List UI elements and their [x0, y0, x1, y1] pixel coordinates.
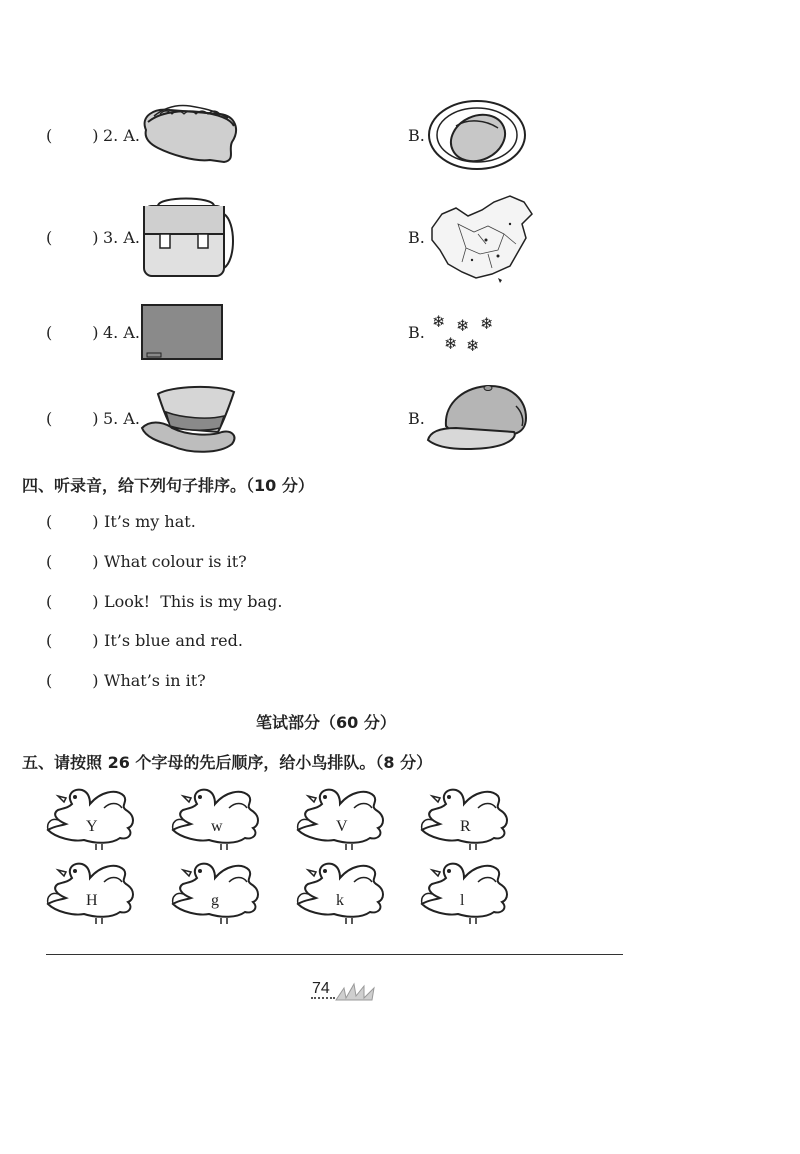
sentence-row[interactable]: ( ): [46, 512, 99, 531]
option-b-3: B.: [408, 228, 425, 247]
sentence-text: It’s blue and red.: [104, 631, 243, 650]
written-part-title: 笔试部分（60 分）: [256, 713, 396, 732]
answer-paren-2[interactable]: ( ): [46, 126, 99, 145]
sentence-text: What’s in it?: [104, 671, 206, 690]
answer-paren-4[interactable]: ( ): [46, 323, 99, 342]
footer-divider: [46, 954, 623, 955]
item-number-3: 3. A.: [103, 228, 140, 247]
blackboard-icon[interactable]: [141, 304, 225, 362]
option-b-2: B.: [408, 126, 425, 145]
bird-card[interactable]: [294, 860, 390, 924]
item-number-5: 5. A.: [103, 409, 140, 428]
bird-card[interactable]: [169, 786, 265, 850]
bird-letter: l: [460, 892, 465, 909]
option-b-4: B.: [408, 323, 425, 342]
sentence-text: What colour is it?: [104, 552, 247, 571]
school-bag-icon[interactable]: [138, 194, 238, 284]
bird-card[interactable]: [418, 860, 514, 924]
sentence-text: It’s my hat.: [104, 512, 196, 531]
page-number: 74: [312, 980, 330, 997]
item-number-2: 2. A.: [103, 126, 140, 145]
page-number-dots: [311, 997, 335, 999]
bird-card[interactable]: [169, 860, 265, 924]
grass-decoration-icon: [334, 982, 378, 1002]
answer-paren-5[interactable]: ( ): [46, 409, 99, 428]
bird-icon: [418, 860, 514, 924]
sentence-row[interactable]: ( ): [46, 671, 99, 690]
answer-paren-3[interactable]: ( ): [46, 228, 99, 247]
sentence-text: Look! This is my bag.: [104, 592, 283, 611]
bird-letter: Y: [86, 818, 98, 835]
bird-card[interactable]: [44, 860, 140, 924]
top-hat-icon[interactable]: [138, 384, 242, 456]
section-5-title: 五、请按照 26 个字母的先后顺序，给小鸟排队。（8 分）: [22, 753, 433, 772]
section-4-title: 四、听录音，给下列句子排序。（10 分）: [22, 476, 314, 495]
bird-letter: g: [211, 892, 219, 909]
bird-card[interactable]: [418, 786, 514, 850]
sentence-row[interactable]: ( ): [46, 552, 99, 571]
sentence-row[interactable]: ( ): [46, 631, 99, 650]
bird-card[interactable]: [44, 786, 140, 850]
bird-letter: w: [211, 818, 223, 835]
baseball-cap-icon[interactable]: [426, 382, 532, 454]
china-map-icon[interactable]: [428, 194, 536, 282]
item-number-4: 4. A.: [103, 323, 140, 342]
bird-letter: k: [336, 892, 344, 909]
bird-letter: V: [336, 818, 348, 835]
bird-letter: R: [460, 818, 471, 835]
bird-card[interactable]: [294, 786, 390, 850]
hot-dog-icon[interactable]: [140, 102, 240, 166]
option-b-5: B.: [408, 409, 425, 428]
bird-letter: H: [86, 892, 98, 909]
sentence-row[interactable]: ( ): [46, 592, 99, 611]
cake-on-plate-icon[interactable]: [428, 100, 528, 170]
snowflakes-icon[interactable]: ❄ ❄ ❄ ❄ ❄: [432, 312, 494, 355]
